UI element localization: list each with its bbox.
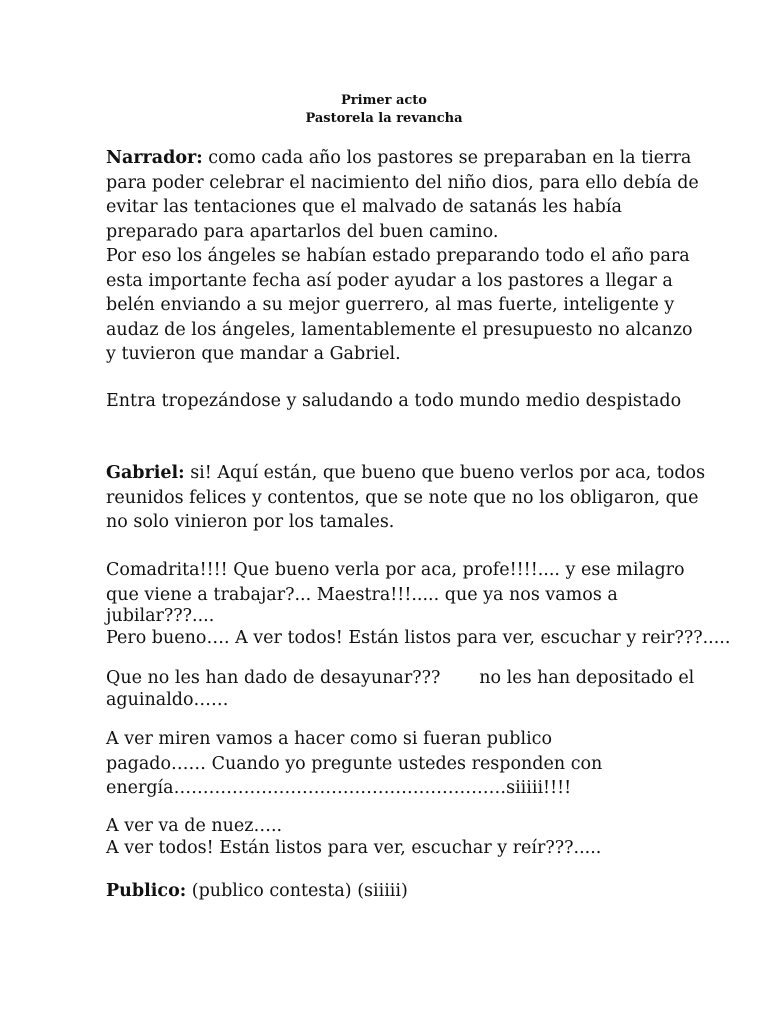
text-line: y tuvieron que mandar a Gabriel. [106, 344, 401, 364]
text-line: Que no les han dado de desayunar??? no les han depositado el [106, 668, 695, 688]
text-line: preparado para apartarlos del buen camino. [106, 221, 499, 242]
nuez-paragraph [106, 815, 706, 859]
speaker-narrador: Narrador: [106, 148, 203, 168]
play-title: Pastorela la revancha [305, 111, 463, 126]
text-line: evitar las tentaciones que el malvado de satanás les había [106, 197, 622, 217]
text-span: (publico contesta) (siiiii) [186, 881, 408, 901]
text-line: Pero bueno…. A ver todos! Están listos para ver, escuchar y reir???..... [106, 628, 731, 648]
text-line [106, 461, 706, 486]
speaker-publico: Publico: [106, 881, 187, 901]
text-line [106, 146, 706, 171]
text-line [106, 879, 706, 904]
text-line: A ver todos! Están listos para ver, escuchar y reír???..... [106, 838, 602, 858]
text-line: que viene a trabajar?... Maestra!!!..... que ya nos vamos a [106, 584, 618, 605]
narrador-paragraph [106, 146, 706, 367]
desayunar-paragraph [106, 669, 706, 713]
text-line: Entra tropezándose y saludando a todo mundo medio despistado [106, 391, 682, 411]
text-span: si! Aquí están, que bueno que bueno verlos por aca, todos [184, 463, 706, 483]
text-line: A ver va de nuez….. [106, 816, 283, 836]
gabriel-paragraph [106, 461, 706, 535]
text-line: no solo vinieron por los tamales. [106, 512, 395, 532]
text-line: para poder celebrar el nacimiento del niño dios, para ello debía de [106, 172, 699, 193]
text-line: Comadrita!!!! Que bueno verla por aca, profe!!!!.... y ese milagro [106, 560, 685, 580]
text-line: pagado…… Cuando yo pregunte ustedes responden con [106, 753, 603, 774]
text-span: como cada año los pastores se preparaban en la tierra [202, 148, 692, 168]
text-line: reunidos felices y contentos, que se note que no los obligaron, que [106, 487, 699, 508]
text-line: belén enviando a su mejor guerrero, al mas fuerte, inteligente y [106, 295, 675, 315]
publico-pagado-paragraph [106, 727, 706, 801]
text-line: jubilar???.... [106, 606, 215, 626]
publico-paragraph [106, 879, 706, 904]
stage-direction [106, 389, 706, 414]
comadrita-paragraph [106, 558, 731, 651]
text-line: audaz de los ángeles, lamentablemente el presupuesto no alcanzo [106, 319, 693, 340]
text-line: aguinaldo…… [106, 690, 229, 710]
speaker-gabriel: Gabriel: [106, 463, 185, 483]
text-line: Por eso los ángeles se habían estado preparando todo el año para [106, 246, 690, 266]
text-line: energía…………………………………………………siiiii!!!! [106, 778, 572, 798]
act-title: Primer acto [341, 93, 427, 108]
text-line: A ver miren vamos a hacer como si fueran publico [106, 729, 553, 749]
title-block [0, 92, 768, 128]
text-line: esta importante fecha así poder ayudar a los pastores a llegar a [106, 270, 673, 291]
